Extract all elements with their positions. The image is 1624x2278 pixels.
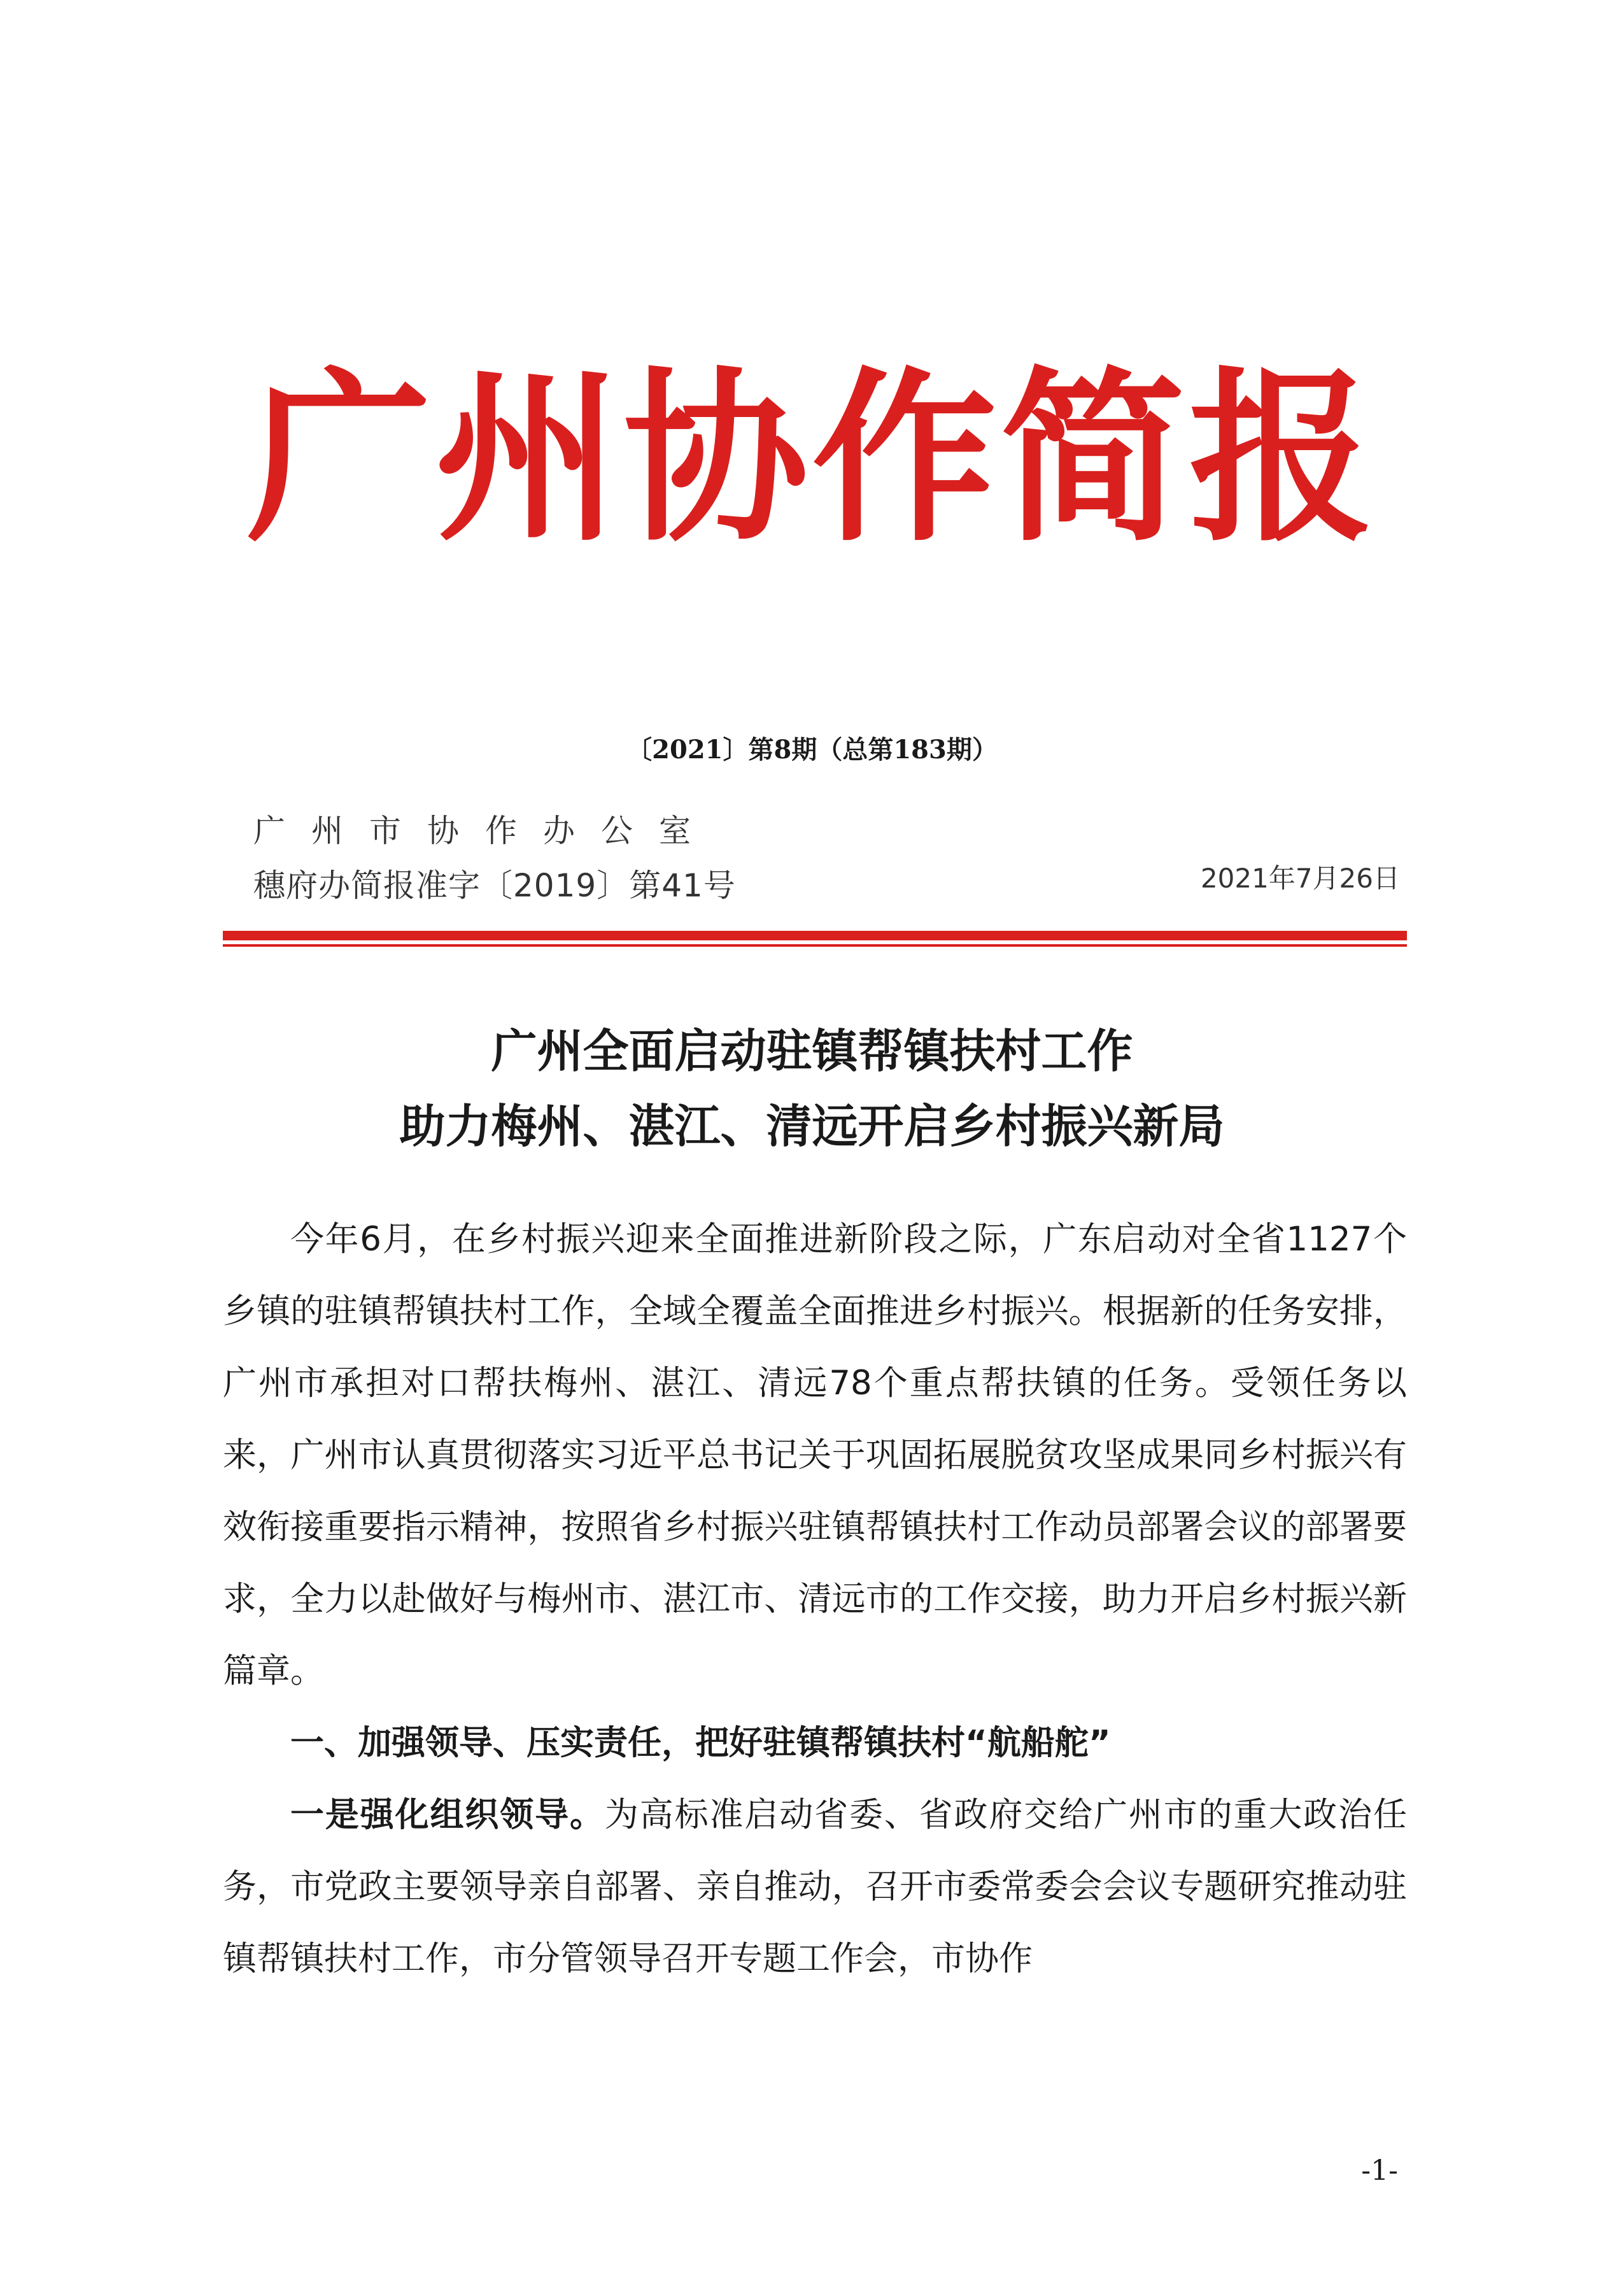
paragraph-organization-text: 为高标准启动省委、省政府交给广州市的重大政治任务，市党政主要领导亲自部署、亲自推动，召开市委常委会会议专题研究推动驻镇帮镇扶村工作，市分管领导召开专题工作会，市协作 [223, 1795, 1408, 1978]
paragraph-lead: 一是强化组织领导。 [290, 1795, 605, 1834]
article-body [223, 1203, 1407, 1995]
paragraph-organization [223, 1779, 1407, 1995]
paragraph-intro: 今年6月，在乡村振兴迎来全面推进新阶段之际，广东启动对全省1127个乡镇的驻镇帮镇扶村工作，全域全覆盖全面推进乡村振兴。根据新的任务安排，广州市承担对口帮扶梅州、湛江、清远78个重点帮扶镇的任务。受领任务以来，广州市认真贯彻落实习近平总书记关于巩固拓展脱贫攻坚成果同乡村振兴有效衔接重要指示精神，按照省乡村振兴驻镇帮镇扶村工作动员部署会议的部署要求，全力以赴做好与梅州市、湛江市、清远市的工作交接，助力开启乡村振兴新篇章。 [223, 1220, 1407, 1690]
page-number: -1- [1361, 2154, 1398, 2187]
header-divider-thick [223, 931, 1407, 940]
section-heading-1: 一、加强领导、压实责任，把好驻镇帮镇扶村“航船舵” [290, 1723, 1111, 1762]
issue-date: 2021年7月26日 [1200, 863, 1400, 894]
masthead-title: 广州协作简报 [246, 350, 1378, 567]
article-title-line1: 广州全面启动驻镇帮镇扶村工作 [491, 1024, 1133, 1078]
header-divider-thin [223, 944, 1407, 947]
issuing-office: 广州市协作办公室 [253, 812, 717, 849]
approval-number: 穗府办简报准字〔2019〕第41号 [253, 867, 736, 904]
article-title-line2: 助力梅州、湛江、清远开启乡村振兴新局 [399, 1099, 1225, 1153]
article-title [0, 1014, 1624, 1164]
issue-number: 〔2021〕第8期（总第183期） [626, 735, 998, 765]
